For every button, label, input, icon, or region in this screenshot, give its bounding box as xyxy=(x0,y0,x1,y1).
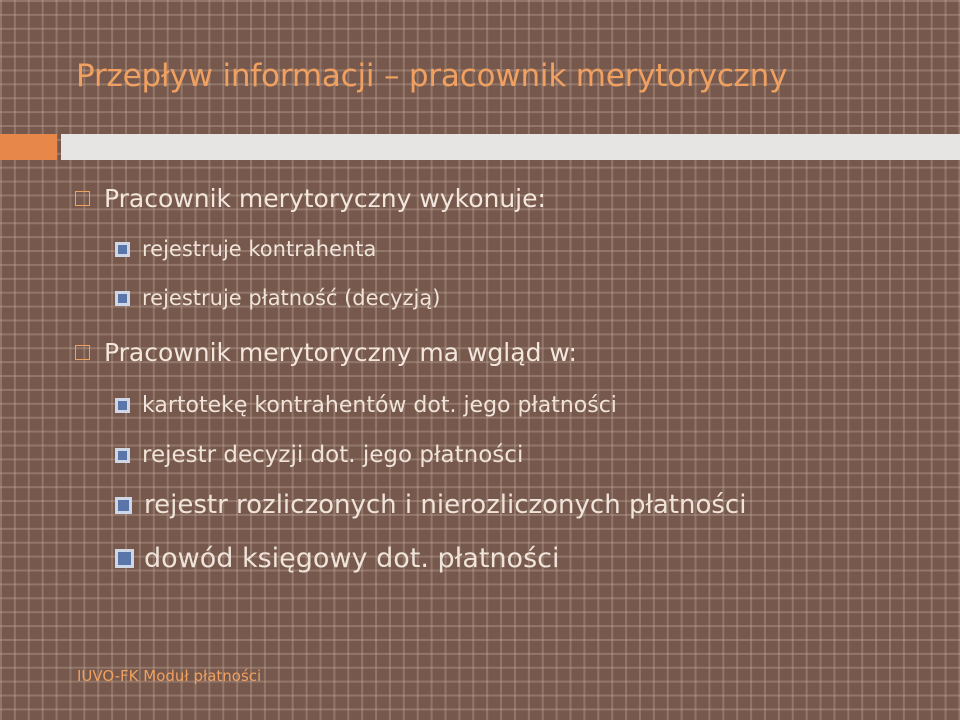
section-heading-wykonuje xyxy=(75,184,546,213)
list-item xyxy=(115,543,560,574)
filled-square-icon xyxy=(115,549,134,568)
list-item xyxy=(115,286,440,310)
filled-square-icon xyxy=(115,291,130,306)
section-heading-text: Pracownik merytoryczny ma wgląd w: xyxy=(104,338,577,367)
list-item-text: kartotekę kontrahentów dot. jego płatności xyxy=(142,393,617,418)
filled-square-icon xyxy=(115,242,130,257)
list-item-text: rejestr decyzji dot. jego płatności xyxy=(142,442,524,468)
list-item-text: rejestruje kontrahenta xyxy=(142,237,377,261)
section-heading-text: Pracownik merytoryczny wykonuje: xyxy=(104,184,546,213)
list-item xyxy=(115,490,746,520)
list-item-text: rejestr rozliczonych i nierozliczonych płatności xyxy=(144,490,747,520)
filled-square-icon xyxy=(115,448,130,463)
slide-title: Przepływ informacji – pracownik merytoryczny xyxy=(76,58,788,94)
title-accent-bar xyxy=(0,134,57,160)
hollow-square-icon xyxy=(75,345,90,360)
title-divider-bar xyxy=(61,134,960,160)
hollow-square-icon xyxy=(75,191,90,206)
list-item-text: rejestruje płatność (decyzją) xyxy=(142,286,441,310)
footer-text: IUVO-FK Moduł płatności xyxy=(77,667,262,685)
list-item xyxy=(115,237,376,261)
filled-square-icon xyxy=(115,398,130,413)
list-item xyxy=(115,393,617,418)
section-heading-wglad xyxy=(75,338,577,367)
list-item xyxy=(115,442,523,468)
list-item-text: dowód księgowy dot. płatności xyxy=(144,543,560,574)
filled-square-icon xyxy=(115,497,132,514)
